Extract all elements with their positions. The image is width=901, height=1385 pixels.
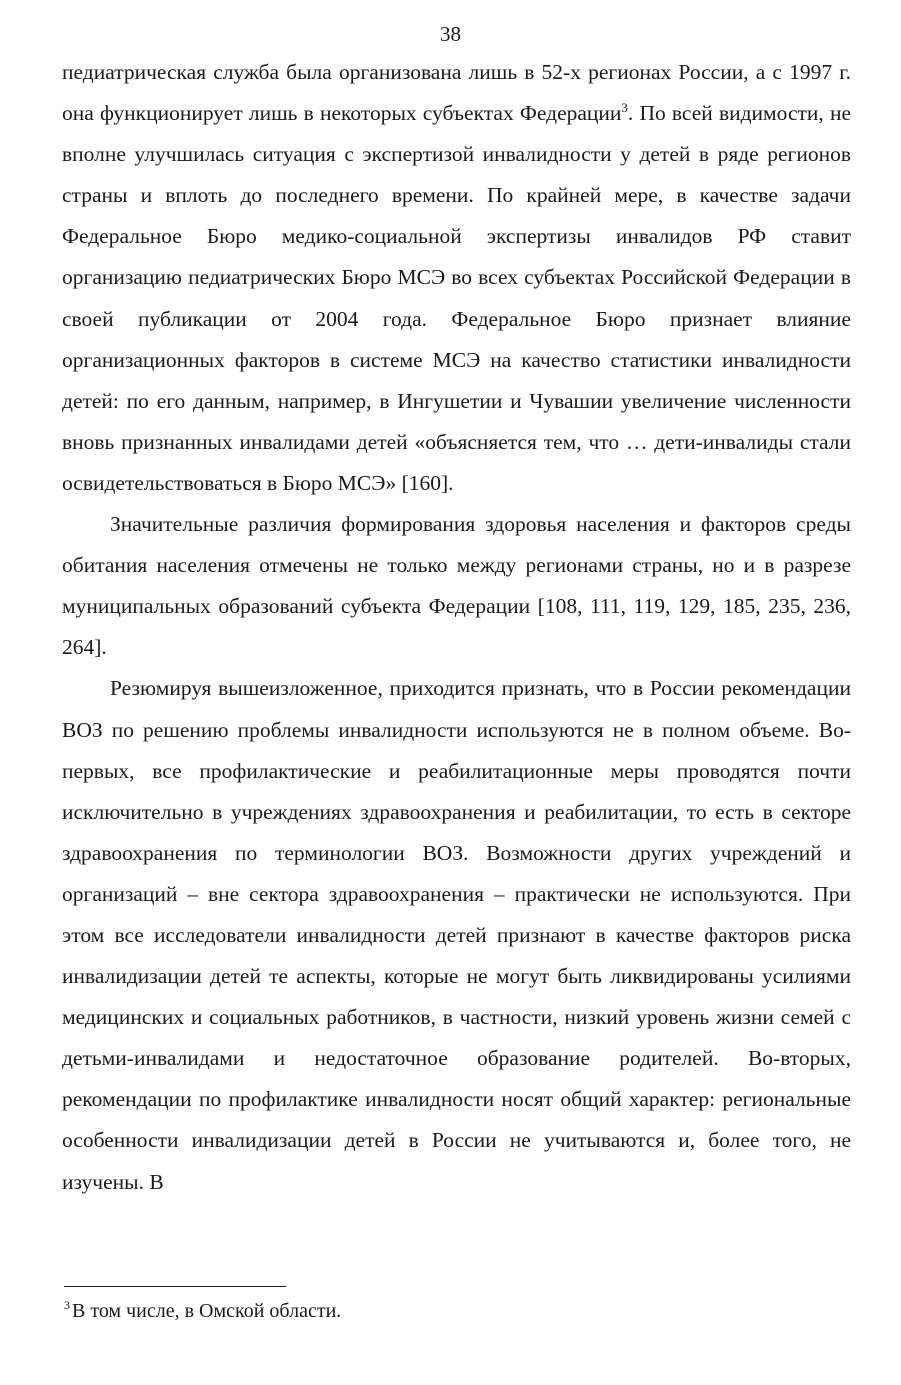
footnote-reference: 3 (621, 99, 628, 115)
footnote-text: В том числе, в Омской области. (72, 1300, 342, 1322)
page-number: 38 (440, 22, 461, 46)
footnote-mark: 3 (64, 1298, 70, 1313)
paragraph-1-text: педиатрическая служба была организована лишь в 52-х регионах России, а с 1997 г. она функционирует лишь в некоторых субъектах Федерации (62, 60, 851, 126)
paragraph-1 (62, 52, 851, 504)
paragraph-3: Резюмируя вышеизложенное, приходится признать, что в России рекомендации ВОЗ по решению проблемы инвалидности используются не в полном объеме. Во-первых, все профилактические и реабилитационные меры проводятся почти исключительно в учреждениях здравоохранения и реабилитации, то есть в секторе здравоохранения по терминологии ВОЗ. Возможности других учреждений и организаций – вне сектора здравоохранения – практически не используются. При этом все исследователи инвалидности детей признают в качестве факторов риска инвалидизации детей те аспекты, которые не могут быть ликвидированы усилиями медицинских и социальных работников, в частности, низкий уровень жизни семей с детьми-инвалидами и недостаточное образование родителей. Во-вторых, рекомендации по профилактике инвалидности носят общий характер: региональные особенности инвалидизации детей в России не учитываются и, более того, не изучены. В (62, 676, 851, 1194)
footnote (64, 1296, 844, 1326)
paragraph-2: Значительные различия формирования здоровья населения и факторов среды обитания населения отмечены не только между регионами страны, но и в разрезе муниципальных образований субъекта Федерации [108, 111, 119, 129, 185, 235, 236, 264]. (62, 512, 851, 660)
footnote-divider (64, 1286, 286, 1287)
paragraph-1-text-continued: . По всей видимости, не вполне улучшилась ситуация с экспертизой инвалидности у детей в ряде регионов страны и вплоть до последнего времени. По крайней мере, в качестве задачи Федеральное Бюро медико-социальной экспертизы инвалидов РФ ставит организацию педиатрических Бюро МСЭ во всех субъектах Российской Федерации в своей публикации от 2004 года. Федеральное Бюро признает влияние организационных факторов в системе МСЭ на качество статистики инвалидности детей: по его данным, например, в Ингушетии и Чувашии увеличение численности вновь признанных инвалидами детей «объясняется тем, что … дети-инвалиды стали освидетельствоваться в Бюро МСЭ» [160]. (62, 101, 851, 495)
body-text (62, 52, 851, 1203)
